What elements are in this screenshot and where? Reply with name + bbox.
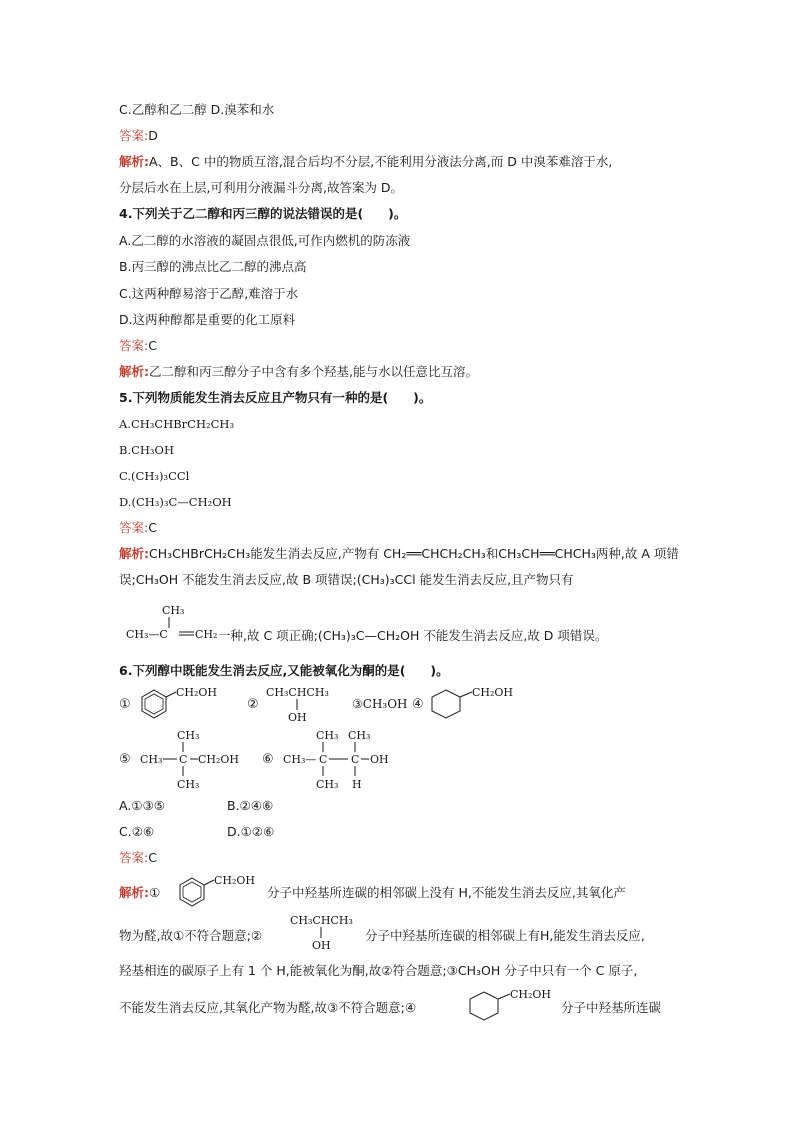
explanation-text: 不能发生消去反应,其氧化产物为醛,故③不符合题意;④ — [119, 1000, 417, 1015]
ch2oh-label: CH₂OH — [198, 753, 240, 766]
item-number: ① — [119, 697, 131, 712]
benzene-inner-ring — [183, 882, 201, 902]
explanation-text: 物为醛,故①不符合题意;② — [119, 928, 263, 943]
explanation-line: 误;CH₃OH 不能发生消去反应,故 B 项错误;(CH₃)₃CCl 能发生消去反应,且产物只有 — [119, 572, 574, 587]
explanation-label: 解析: — [119, 364, 149, 379]
benzene-inner-ring — [145, 694, 163, 714]
answer-value: C — [148, 338, 157, 353]
explanation-text: 分子中羟基所连碳的相邻碳上没有 H,不能发生消去反应,其氧化产 — [267, 885, 626, 900]
q6-option-a: A.①③⑤ — [119, 798, 165, 813]
item-number: ② — [247, 697, 259, 712]
item-number: ⑤ — [119, 752, 131, 767]
ch3-top-label: CH₃ — [177, 729, 200, 742]
q5-option-b: B.CH₃OH — [119, 443, 175, 457]
cyclohexane-ring — [432, 690, 460, 718]
answer-value: C — [148, 850, 157, 865]
ch2oh-label: CH₂OH — [510, 988, 552, 1001]
explanation-text: A、B、C 中的物质互溶,混合后均不分层,不能利用分液法分离,而 D 中溴苯难溶于水, — [149, 154, 613, 169]
bond-line — [204, 880, 214, 885]
explanation-line: 分层后水在上层,可利用分液漏斗分离,故答案为 D。 — [119, 180, 404, 195]
methanol-label: ③CH₃OH — [352, 697, 408, 711]
answer-label: 答案: — [119, 338, 149, 353]
q5-option-d: D.(CH₃)₃C—CH₂OH — [119, 495, 232, 509]
ch3-bottom-label: CH₃ — [316, 778, 339, 791]
cyclohexane-ring — [470, 992, 498, 1020]
q6-option-c: C.②⑥ — [119, 824, 155, 839]
oh-label: OH — [312, 939, 331, 952]
ch2oh-label: CH₂OH — [176, 686, 218, 699]
isopropanol-structure — [264, 684, 338, 724]
explanation-text: 分子中羟基所连碳的相邻碳上有H,能发生消去反应, — [365, 928, 645, 943]
explanation-text: 羟基相连的碳原子上有 1 个 H,能被氧化为酮,故②符合题意;③CH₃OH 分子中只有一个 C 原子, — [119, 963, 638, 978]
answer-line — [119, 128, 158, 144]
answer-label: 答案: — [119, 520, 149, 535]
oh-label: OH — [370, 753, 389, 766]
isopropanol-structure — [288, 912, 362, 954]
q4-option-a: A.乙二醇的水溶液的凝固点很低,可作内燃机的防冻液 — [119, 233, 411, 248]
explanation-line — [119, 546, 679, 562]
ch3-top-label: CH₃ — [316, 729, 339, 742]
dimethylbutanol-structure — [280, 726, 400, 790]
oh-label: OH — [288, 711, 307, 724]
answer-value: D — [148, 128, 158, 143]
methylpropene-structure — [122, 600, 218, 644]
question-5: 5.下列物质能发生消去反应且产物只有一种的是( )。 — [119, 390, 432, 405]
answer-line — [119, 338, 157, 354]
item-number: ⑥ — [262, 752, 274, 767]
bond-line — [498, 994, 510, 999]
explanation-line: 一种,故 C 项正确;(CH₃)₃C—CH₂OH 不能发生消去反应,故 D 项错误。 — [218, 628, 608, 643]
methyl-c-label: CH₃—C — [126, 628, 168, 641]
option-line: C.乙醇和乙二醇 D.溴苯和水 — [119, 102, 275, 117]
ch2oh-label: CH₂OH — [214, 874, 256, 887]
explanation-line — [119, 364, 478, 380]
explanation-line — [119, 885, 160, 901]
ch3-top-label: CH₃ — [348, 729, 371, 742]
q4-option-d: D.这两种醇都是重要的化工原料 — [119, 312, 296, 327]
q6-option-b: B.②④⑥ — [227, 798, 274, 813]
answer-label: 答案: — [119, 128, 149, 143]
ch3-left-label: CH₃ — [140, 753, 163, 766]
bond-line — [166, 692, 176, 697]
item-number: ① — [149, 885, 161, 900]
cyclohexylmethanol-structure — [428, 684, 524, 724]
neopentyl-alcohol-structure — [136, 726, 246, 790]
question-6: 6.下列醇中既能发生消去反应,又能被氧化为酮的是( )。 — [119, 663, 449, 678]
methylene-label: CH₂ — [195, 628, 218, 641]
explanation-label: 解析: — [119, 154, 149, 169]
carbon-label: C — [319, 753, 328, 766]
q4-option-b: B.丙三醇的沸点比乙二醇的沸点高 — [119, 259, 307, 274]
ch3chch3-label: CH₃CHCH₃ — [266, 686, 329, 699]
answer-line — [119, 520, 157, 536]
answer-value: C — [148, 520, 157, 535]
benzyl-alcohol-structure — [174, 872, 266, 912]
ch3chch3-label: CH₃CHCH₃ — [290, 914, 353, 927]
ch3-left-label: CH₃— — [283, 753, 317, 766]
h-label: H — [352, 778, 362, 791]
explanation-text: CH₃CHBrCH₂CH₃能发生消去反应,产物有 CH₂══CHCH₂CH₃和CH₃CH══CHCH₃两种,故 A 项错 — [149, 546, 679, 561]
q4-option-c: C.这两种醇易溶于乙醇,难溶于水 — [119, 286, 299, 301]
carbon-label: C — [179, 753, 188, 766]
item-number: ④ — [412, 697, 424, 712]
ch3-bottom-label: CH₃ — [177, 778, 200, 791]
cyclohexylmethanol-structure — [466, 986, 558, 1026]
question-4: 4.下列关于乙二醇和丙三醇的说法错误的是( )。 — [119, 206, 407, 221]
explanation-label: 解析: — [119, 546, 149, 561]
answer-label: 答案: — [119, 850, 149, 865]
explanation-text: 分子中羟基所连碳 — [561, 1000, 662, 1015]
benzyl-alcohol-structure — [136, 684, 234, 724]
methyl-label: CH₃ — [162, 604, 185, 617]
explanation-line — [119, 154, 612, 170]
carbon-label: C — [351, 753, 360, 766]
explanation-text: 乙二醇和丙三醇分子中含有多个羟基,能与水以任意比互溶。 — [149, 364, 478, 379]
explanation-label: 解析: — [119, 885, 149, 900]
q5-option-a: A.CH₃CHBrCH₂CH₃ — [119, 417, 235, 431]
ch2oh-label: CH₂OH — [472, 686, 514, 699]
answer-line — [119, 850, 157, 866]
q6-option-d: D.①②⑥ — [227, 824, 275, 839]
q5-option-c: C.(CH₃)₃CCl — [119, 469, 190, 483]
bond-line — [460, 692, 472, 697]
